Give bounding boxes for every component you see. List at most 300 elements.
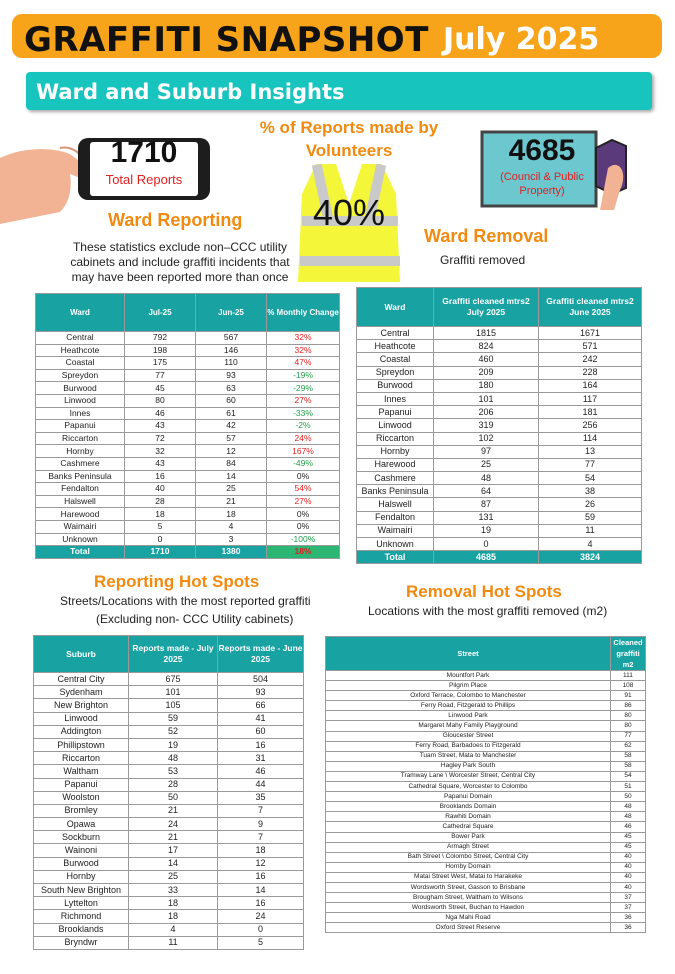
table-cell: -29% (267, 382, 340, 395)
table-cell: 504 (218, 673, 304, 686)
table-cell: Bath Street \ Colombo Street, Central City (326, 852, 611, 862)
table-cell: Wordsworth Street, Buchan to Hawdon (326, 903, 611, 913)
table-cell: 14 (218, 884, 304, 897)
table-cell: Halswell (36, 495, 125, 508)
table-cell: Matai Street West, Matai to Harakeke (326, 872, 611, 882)
total-cell: 18% (267, 546, 340, 559)
table-cell: Coastal (357, 353, 434, 366)
total-cell: Total (36, 546, 125, 559)
table-cell: 181 (539, 406, 642, 419)
table-row (34, 673, 304, 686)
table-row (34, 778, 304, 791)
table-cell: 38 (539, 485, 642, 498)
column-header: Graffiti cleaned mtrs2 June 2025 (539, 288, 642, 327)
table-cell: 105 (129, 699, 218, 712)
table-cell: Bromley (34, 804, 129, 817)
column-header: Graffiti cleaned mtrs2 July 2025 (434, 288, 539, 327)
table-cell: 7 (218, 804, 304, 817)
table-cell: 46 (218, 765, 304, 778)
table-cell: Banks Peninsula (357, 485, 434, 498)
table-cell: Hornby Domain (326, 862, 611, 872)
table-row (36, 344, 340, 357)
ward-removal-table (356, 287, 642, 564)
table-cell: 40 (611, 872, 646, 882)
removed-value: 4685 (508, 134, 576, 167)
table-row (36, 508, 340, 521)
table-cell: 48 (611, 802, 646, 812)
table-row (34, 738, 304, 751)
table-cell: 43 (125, 457, 196, 470)
column-header: Cleaned graffiti m2 (611, 637, 646, 671)
table-row (34, 910, 304, 923)
table-cell: Wordsworth Street, Gasson to Brisbane (326, 882, 611, 892)
table-row (326, 771, 646, 781)
table-row (326, 882, 646, 892)
table-cell: 37 (611, 893, 646, 903)
table-cell: Bryndwr (34, 936, 129, 949)
table-row (326, 923, 646, 933)
table-cell: 167% (267, 445, 340, 458)
table-cell: 460 (434, 353, 539, 366)
table-cell: 60 (218, 725, 304, 738)
table-row (326, 761, 646, 771)
total-cell: 1710 (125, 546, 196, 559)
table-cell: Sydenham (34, 686, 129, 699)
table-cell: Gloucester Street (326, 731, 611, 741)
reporting-hotspots-note: Streets/Locations with the most reported graffiti (60, 594, 311, 608)
table-cell: 567 (196, 332, 267, 345)
table-cell: -100% (267, 533, 340, 546)
table-cell: Waimairi (357, 524, 434, 537)
table-cell: Nga Mahi Road (326, 913, 611, 923)
table-cell: 242 (539, 353, 642, 366)
table-cell: Brooklands (34, 923, 129, 936)
table-row (326, 731, 646, 741)
table-cell: 18 (218, 844, 304, 857)
table-cell: Unknown (36, 533, 125, 546)
table-cell: 13 (539, 445, 642, 458)
table-row (36, 445, 340, 458)
table-row (326, 852, 646, 862)
table-cell: 24 (129, 818, 218, 831)
table-row (34, 752, 304, 765)
table-row (34, 712, 304, 725)
table-cell: 86 (611, 701, 646, 711)
table-cell: 58 (611, 751, 646, 761)
table-cell: 16 (218, 870, 304, 883)
table-cell: Heathcote (36, 344, 125, 357)
column-header: Ward (357, 288, 434, 327)
table-row (357, 340, 642, 353)
table-row (36, 394, 340, 407)
table-cell: 40 (611, 862, 646, 872)
table-cell: Fendalton (357, 511, 434, 524)
table-row (326, 681, 646, 691)
table-row (34, 870, 304, 883)
table-cell: 36 (611, 913, 646, 923)
column-header: Reports made - July 2025 (129, 636, 218, 673)
table-row (326, 832, 646, 842)
table-cell: 80 (611, 721, 646, 731)
table-cell: 57 (196, 432, 267, 445)
column-header: Ward (36, 294, 125, 332)
table-cell: 0% (267, 520, 340, 533)
table-cell: 228 (539, 366, 642, 379)
table-row (357, 498, 642, 511)
table-cell: 77 (125, 369, 196, 382)
table-cell: 111 (611, 671, 646, 681)
table-row (36, 495, 340, 508)
table-cell: 80 (611, 711, 646, 721)
table-cell: 33 (129, 884, 218, 897)
table-cell: 45 (125, 382, 196, 395)
table-cell: 27% (267, 495, 340, 508)
table-cell: Burwood (34, 857, 129, 870)
table-cell: 792 (125, 332, 196, 345)
column-header: Street (326, 637, 611, 671)
table-cell: 32% (267, 332, 340, 345)
volunteers-percent: 40% (312, 192, 386, 233)
table-cell: 110 (196, 357, 267, 370)
table-row (36, 420, 340, 433)
table-row (34, 857, 304, 870)
total-row (36, 546, 340, 559)
table-cell: 40 (125, 483, 196, 496)
table-cell: 5 (125, 520, 196, 533)
table-cell: Burwood (36, 382, 125, 395)
reporting-hotspots-table (33, 635, 304, 950)
table-row (326, 893, 646, 903)
table-row (357, 392, 642, 405)
table-cell: 11 (129, 936, 218, 949)
ward-reporting-table (35, 293, 340, 559)
table-row (326, 701, 646, 711)
table-cell: 44 (218, 778, 304, 791)
table-cell: 59 (539, 511, 642, 524)
table-cell: Harewood (357, 458, 434, 471)
table-row (326, 913, 646, 923)
table-cell: 46 (611, 822, 646, 832)
table-cell: 9 (218, 818, 304, 831)
table-cell: Addington (34, 725, 129, 738)
table-cell: Papanui Domain (326, 792, 611, 802)
table-cell: Tuam Street, Mata to Manchester (326, 751, 611, 761)
table-cell: Halswell (357, 498, 434, 511)
table-cell: 64 (434, 485, 539, 498)
table-cell: 198 (125, 344, 196, 357)
column-header: Jun-25 (196, 294, 267, 332)
table-cell: 18 (125, 508, 196, 521)
table-cell: 40 (611, 882, 646, 892)
table-row (326, 862, 646, 872)
table-cell: 43 (125, 420, 196, 433)
table-cell: 63 (196, 382, 267, 395)
table-cell: 37 (611, 903, 646, 913)
table-row (34, 831, 304, 844)
table-cell: 54 (611, 771, 646, 781)
table-cell: 3 (196, 533, 267, 546)
table-cell: 48 (611, 812, 646, 822)
table-row (36, 332, 340, 345)
table-cell: Linwood (34, 712, 129, 725)
table-cell: 24 (218, 910, 304, 923)
table-row (357, 445, 642, 458)
table-cell: 24% (267, 432, 340, 445)
table-cell: 54 (539, 472, 642, 485)
table-cell: -2% (267, 420, 340, 433)
column-header: Suburb (34, 636, 129, 673)
table-cell: 31 (218, 752, 304, 765)
table-row (326, 792, 646, 802)
table-cell: 114 (539, 432, 642, 445)
table-row (357, 327, 642, 340)
table-cell: 46 (125, 407, 196, 420)
table-cell: New Brighton (34, 699, 129, 712)
table-cell: 1815 (434, 327, 539, 340)
removal-hotspots-note: Locations with the most graffiti removed (m2) (368, 604, 608, 618)
removed-label: (Council & Public Property) (500, 171, 584, 197)
table-row (326, 842, 646, 852)
table-cell: Innes (36, 407, 125, 420)
table-cell: Spreydon (357, 366, 434, 379)
table-cell: 62 (611, 741, 646, 751)
table-cell: 66 (218, 699, 304, 712)
table-row (357, 406, 642, 419)
table-cell: 84 (196, 457, 267, 470)
table-cell: Hornby (357, 445, 434, 458)
table-cell: Ferry Road, Fitzgerald to Phillips (326, 701, 611, 711)
table-cell: Riccarton (357, 432, 434, 445)
table-row (36, 432, 340, 445)
table-cell: 0% (267, 470, 340, 483)
table-row (36, 483, 340, 496)
table-cell: Linwood (36, 394, 125, 407)
table-cell: 60 (196, 394, 267, 407)
table-row (34, 884, 304, 897)
table-cell: 25 (129, 870, 218, 883)
table-row (357, 419, 642, 432)
table-cell: 72 (125, 432, 196, 445)
table-row (326, 812, 646, 822)
table-row (34, 923, 304, 936)
table-cell: 26 (539, 498, 642, 511)
table-cell: 180 (434, 379, 539, 392)
table-cell: Waltham (34, 765, 129, 778)
table-cell: Burwood (357, 379, 434, 392)
table-cell: Brooklands Domain (326, 802, 611, 812)
table-cell: 91 (611, 691, 646, 701)
column-header: Reports made - June 2025 (218, 636, 304, 673)
table-cell: 206 (434, 406, 539, 419)
table-cell: Papanui (34, 778, 129, 791)
table-cell: Opawa (34, 818, 129, 831)
table-cell: Lyttelton (34, 897, 129, 910)
table-cell: 1671 (539, 327, 642, 340)
table-cell: 50 (129, 791, 218, 804)
table-row (357, 366, 642, 379)
reporting-hotspots-title: Reporting Hot Spots (94, 572, 260, 591)
table-cell: Margaret Mahy Family Playground (326, 721, 611, 731)
table-row (36, 470, 340, 483)
table-cell: -19% (267, 369, 340, 382)
table-row (357, 524, 642, 537)
table-cell: 7 (218, 831, 304, 844)
table-cell: 48 (434, 472, 539, 485)
table-cell: Bower Park (326, 832, 611, 842)
table-cell: South New Brighton (34, 884, 129, 897)
table-cell: Cashmere (357, 472, 434, 485)
table-cell: 131 (434, 511, 539, 524)
table-cell: 675 (129, 673, 218, 686)
table-cell: 25 (196, 483, 267, 496)
table-cell: 18 (196, 508, 267, 521)
page-title: GRAFFITI SNAPSHOT (24, 20, 429, 60)
table-cell: 16 (218, 897, 304, 910)
total-cell: 3824 (539, 551, 642, 564)
removal-hotspots-title: Removal Hot Spots (406, 582, 562, 601)
table-row (34, 725, 304, 738)
table-row (326, 721, 646, 731)
table-cell: 25 (434, 458, 539, 471)
total-reports-value: 1710 (110, 136, 178, 169)
table-cell: Cathedral Square, Worcester to Colombo (326, 782, 611, 792)
table-cell: 4 (196, 520, 267, 533)
table-cell: Fendalton (36, 483, 125, 496)
table-row (36, 382, 340, 395)
ward-reporting-title: Ward Reporting (108, 210, 243, 230)
table-cell: 101 (129, 686, 218, 699)
table-cell: Oxford Terrace, Colombo to Manchester (326, 691, 611, 701)
table-cell: Armagh Street (326, 842, 611, 852)
table-cell: Linwood Park (326, 711, 611, 721)
table-row (326, 671, 646, 681)
table-cell: 164 (539, 379, 642, 392)
volunteers-title: % of Reports made by Volunteers (259, 118, 439, 160)
table-row (357, 353, 642, 366)
table-cell: Pilgrim Place (326, 681, 611, 691)
table-cell: 93 (196, 369, 267, 382)
table-row (326, 872, 646, 882)
table-cell: 4 (539, 538, 642, 551)
table-row (34, 897, 304, 910)
table-cell: 32 (125, 445, 196, 458)
table-row (326, 741, 646, 751)
table-cell: Heathcote (357, 340, 434, 353)
table-cell: 87 (434, 498, 539, 511)
reporting-hotspots-note: (Excluding non- CCC Utility cabinets) (96, 612, 294, 626)
table-cell: 146 (196, 344, 267, 357)
table-cell: 59 (129, 712, 218, 725)
table-row (36, 457, 340, 470)
table-cell: 16 (125, 470, 196, 483)
table-cell: 42 (196, 420, 267, 433)
table-cell: Harewood (36, 508, 125, 521)
table-cell: 12 (218, 857, 304, 870)
table-cell: 21 (129, 804, 218, 817)
section-title: Ward and Suburb Insights (36, 80, 345, 104)
table-cell: 14 (129, 857, 218, 870)
table-cell: 319 (434, 419, 539, 432)
table-cell: Central City (34, 673, 129, 686)
ward-removal-title: Ward Removal (424, 226, 549, 246)
table-row (326, 751, 646, 761)
table-row (357, 485, 642, 498)
table-cell: Sockburn (34, 831, 129, 844)
table-cell: Richmond (34, 910, 129, 923)
table-cell: Innes (357, 392, 434, 405)
table-cell: Waimairi (36, 520, 125, 533)
table-cell: 0 (218, 923, 304, 936)
table-row (34, 844, 304, 857)
total-reports-label: Total Reports (105, 172, 183, 187)
table-cell: 35 (218, 791, 304, 804)
table-cell: 175 (125, 357, 196, 370)
table-row (357, 538, 642, 551)
table-cell: Brougham Street, Waltham to Wilsons (326, 893, 611, 903)
table-cell: Riccarton (34, 752, 129, 765)
table-cell: 12 (196, 445, 267, 458)
table-row (34, 791, 304, 804)
total-cell: Total (357, 551, 434, 564)
table-cell: Unknown (357, 538, 434, 551)
table-cell: Rawhiti Domain (326, 812, 611, 822)
table-cell: 18 (129, 897, 218, 910)
table-cell: 77 (539, 458, 642, 471)
table-cell: 11 (539, 524, 642, 537)
total-cell: 1380 (196, 546, 267, 559)
table-cell: Hornby (34, 870, 129, 883)
table-cell: 41 (218, 712, 304, 725)
table-cell: 19 (434, 524, 539, 537)
table-cell: 32% (267, 344, 340, 357)
total-row (357, 551, 642, 564)
table-cell: Central (36, 332, 125, 345)
table-cell: 14 (196, 470, 267, 483)
table-cell: 102 (434, 432, 539, 445)
table-cell: 47% (267, 357, 340, 370)
ward-reporting-note: These statistics exclude non–CCC utility cabinets and include graffiti incidents that may have been reported more than once (70, 240, 290, 284)
table-row (326, 822, 646, 832)
table-cell: 36 (611, 923, 646, 933)
table-cell: 97 (434, 445, 539, 458)
table-row (326, 711, 646, 721)
table-row (34, 818, 304, 831)
table-row (326, 782, 646, 792)
table-cell: 27% (267, 394, 340, 407)
table-cell: 58 (611, 761, 646, 771)
table-cell: 21 (129, 831, 218, 844)
table-row (36, 357, 340, 370)
column-header: % Monthly Change (267, 294, 340, 332)
table-cell: Banks Peninsula (36, 470, 125, 483)
table-row (36, 369, 340, 382)
table-cell: 28 (125, 495, 196, 508)
table-cell: 45 (611, 842, 646, 852)
table-cell: 0% (267, 508, 340, 521)
table-cell: Linwood (357, 419, 434, 432)
table-cell: Tramway Lane \ Worcester Street, Central City (326, 771, 611, 781)
table-cell: Oxford Street Reserve (326, 923, 611, 933)
column-header: Jul-25 (125, 294, 196, 332)
table-cell: 571 (539, 340, 642, 353)
table-row (36, 407, 340, 420)
table-cell: Cashmere (36, 457, 125, 470)
table-row (36, 520, 340, 533)
table-cell: 51 (611, 782, 646, 792)
table-cell: Hagley Park South (326, 761, 611, 771)
table-cell: Papanui (357, 406, 434, 419)
table-cell: 40 (611, 852, 646, 862)
